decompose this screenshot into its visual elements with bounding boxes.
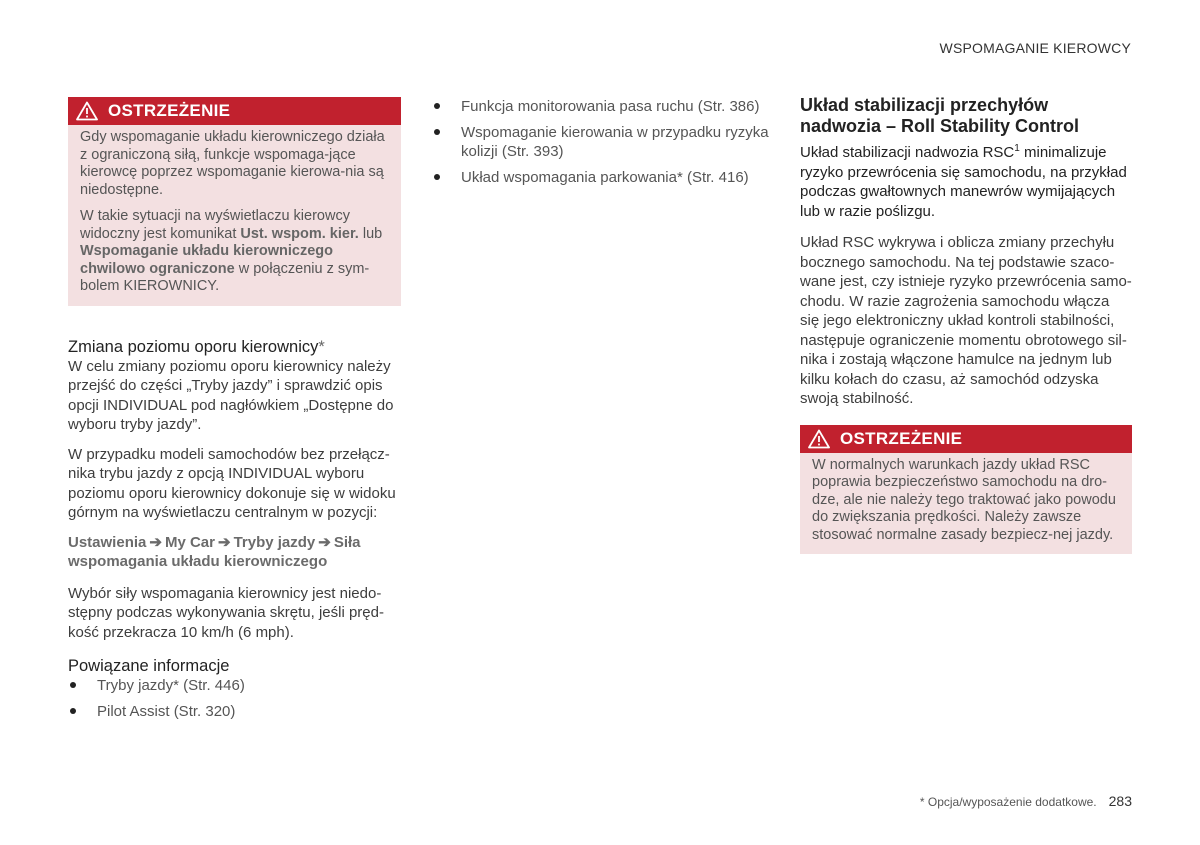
warning-message-text: Ust. wspom. kier. bbox=[240, 225, 359, 242]
bullet-icon bbox=[434, 129, 440, 135]
related-list bbox=[68, 676, 401, 721]
list-item-text: Tryby jazdy* (Str. 446) bbox=[97, 677, 245, 694]
footnote-text: * Opcja/wyposażenie dodatkowe. bbox=[919, 795, 1097, 809]
column-left bbox=[68, 97, 401, 727]
related-list-continued bbox=[432, 97, 772, 187]
list-item-text: Funkcja monitorowania pasa ruchu (Str. 386) bbox=[461, 98, 760, 115]
menu-path-step: My Car bbox=[164, 533, 215, 551]
warning-text: W takie sytuacji na wyświetlaczu kierowcy widoczny jest komunikat bbox=[80, 208, 350, 242]
section-title: Układ stabilizacji przechyłów nadwozia – Roll Stability Control bbox=[800, 95, 1080, 136]
warning-paragraph: W normalnych warunkach jazdy układ RSC poprawia bezpieczeństwo samochodu na dro-dze, ale nie należy tego traktować jako powodu do zwiększania prędkości. Należy zawsze stosować normalne zasady bezpiecz-nej jazdy. bbox=[812, 456, 1116, 543]
intro-text: Układ stabilizacji nadwozia RSC bbox=[800, 144, 1015, 161]
list-item-text: Pilot Assist (Str. 320) bbox=[97, 702, 236, 720]
arrow-right-icon: ➔ bbox=[149, 533, 162, 551]
list-item-text: Układ wspomagania parkowania* (Str. 416) bbox=[461, 168, 749, 186]
paragraph: W celu zmiany poziomu oporu kierownicy należy przejść do części „Tryby jazdy” i sprawdzić opis opcji INDIVIDUAL pod nagłówkiem „Dostępne do wyboru tryby jazdy”. bbox=[68, 357, 394, 433]
warning-text: lub bbox=[358, 225, 383, 242]
warning-box bbox=[68, 97, 401, 306]
warning-paragraph bbox=[80, 208, 385, 296]
column-middle bbox=[432, 97, 772, 193]
paragraph: W przypadku modeli samochodów bez przełącz-nika trybu jazdy z opcją INDIVIDUAL wyboru poziomu oporu kierownicy dokonuje się w widoku górnym na wyświetlaczu centralnym w pozycji: bbox=[68, 445, 396, 521]
warning-triangle-icon bbox=[808, 429, 830, 449]
bullet-icon bbox=[70, 708, 76, 714]
option-star: * bbox=[318, 337, 325, 356]
list-item[interactable] bbox=[68, 676, 401, 696]
paragraph: Układ RSC wykrywa i oblicza zmiany przechyłu bocznego samochodu. Na tej podstawie szaco-wane jest, czy istnieje ryzyko przewrócenia samo-chodu. W razie zagrożenia samochodu włącza się jego elektroniczny układ kontroli stabilności, następuje ograniczenie momentu obrotowego sil-nika i zostają włączone hamulce na jednym lub kilku kołach do czasu, aż samochód odzyska swoją stabilność. bbox=[800, 234, 1132, 407]
menu-path-step: Ustawienia bbox=[68, 533, 147, 551]
arrow-right-icon: ➔ bbox=[217, 533, 231, 551]
warning-title: OSTRZEŻENIE bbox=[108, 101, 231, 120]
bullet-icon bbox=[434, 103, 440, 109]
footnote-marker: 1 bbox=[1014, 143, 1020, 154]
related-heading: Powiązane informacje bbox=[68, 657, 230, 675]
menu-path-step: Tryby jazdy bbox=[233, 533, 316, 551]
warning-body bbox=[800, 453, 1132, 555]
warning-header bbox=[800, 425, 1132, 453]
column-right bbox=[800, 95, 1132, 554]
warning-paragraph: Gdy wspomaganie układu kierowniczego działa z ograniczoną siłą, funkcje wspomaga-jące kierowcę poprzez wspomaganie kierowa-nia są niedostępne. bbox=[80, 129, 385, 198]
page-header-title: WSPOMAGANIE KIEROWCY bbox=[939, 40, 1131, 56]
list-item[interactable] bbox=[68, 702, 401, 722]
page-footer bbox=[920, 793, 1132, 809]
list-item-text: Wspomaganie kierowania w przypadku ryzyka kolizji (Str. 393) bbox=[461, 123, 769, 160]
section-heading-text: Zmiana poziomu oporu kierownicy bbox=[68, 337, 319, 356]
list-item[interactable] bbox=[432, 168, 772, 188]
warning-body bbox=[68, 125, 401, 306]
list-item[interactable] bbox=[432, 123, 772, 162]
menu-path-step: Siła wspomagania układu kierowniczego bbox=[68, 533, 361, 570]
intro-paragraph bbox=[800, 143, 1132, 221]
warning-title: OSTRZEŻENIE bbox=[840, 428, 963, 448]
warning-triangle-icon bbox=[76, 101, 98, 121]
paragraph: Wybór siły wspomagania kierownicy jest niedo-stępny podczas wykonywania skrętu, jeśli pręd-kość przekracza 10 km/h (6 mph). bbox=[68, 584, 384, 641]
intro-text: minimalizuje ryzyko przewrócenia się samochodu, na przykład podczas gwałtownych manewrów wymijających lub w razie poślizgu. bbox=[800, 144, 1127, 220]
warning-text: w połączeniu z sym-bolem KIEROWNICY. bbox=[80, 260, 370, 294]
menu-path bbox=[68, 533, 401, 572]
warning-box bbox=[800, 425, 1132, 555]
list-item[interactable] bbox=[432, 97, 772, 117]
arrow-right-icon: ➔ bbox=[318, 533, 331, 551]
bullet-icon bbox=[434, 174, 440, 180]
section-heading bbox=[68, 337, 401, 357]
bullet-icon bbox=[70, 682, 76, 688]
warning-message-text: Wspomaganie układu kierowniczego chwilowo ograniczone bbox=[80, 243, 333, 277]
warning-header bbox=[68, 97, 401, 125]
page-number: 283 bbox=[1108, 793, 1132, 809]
